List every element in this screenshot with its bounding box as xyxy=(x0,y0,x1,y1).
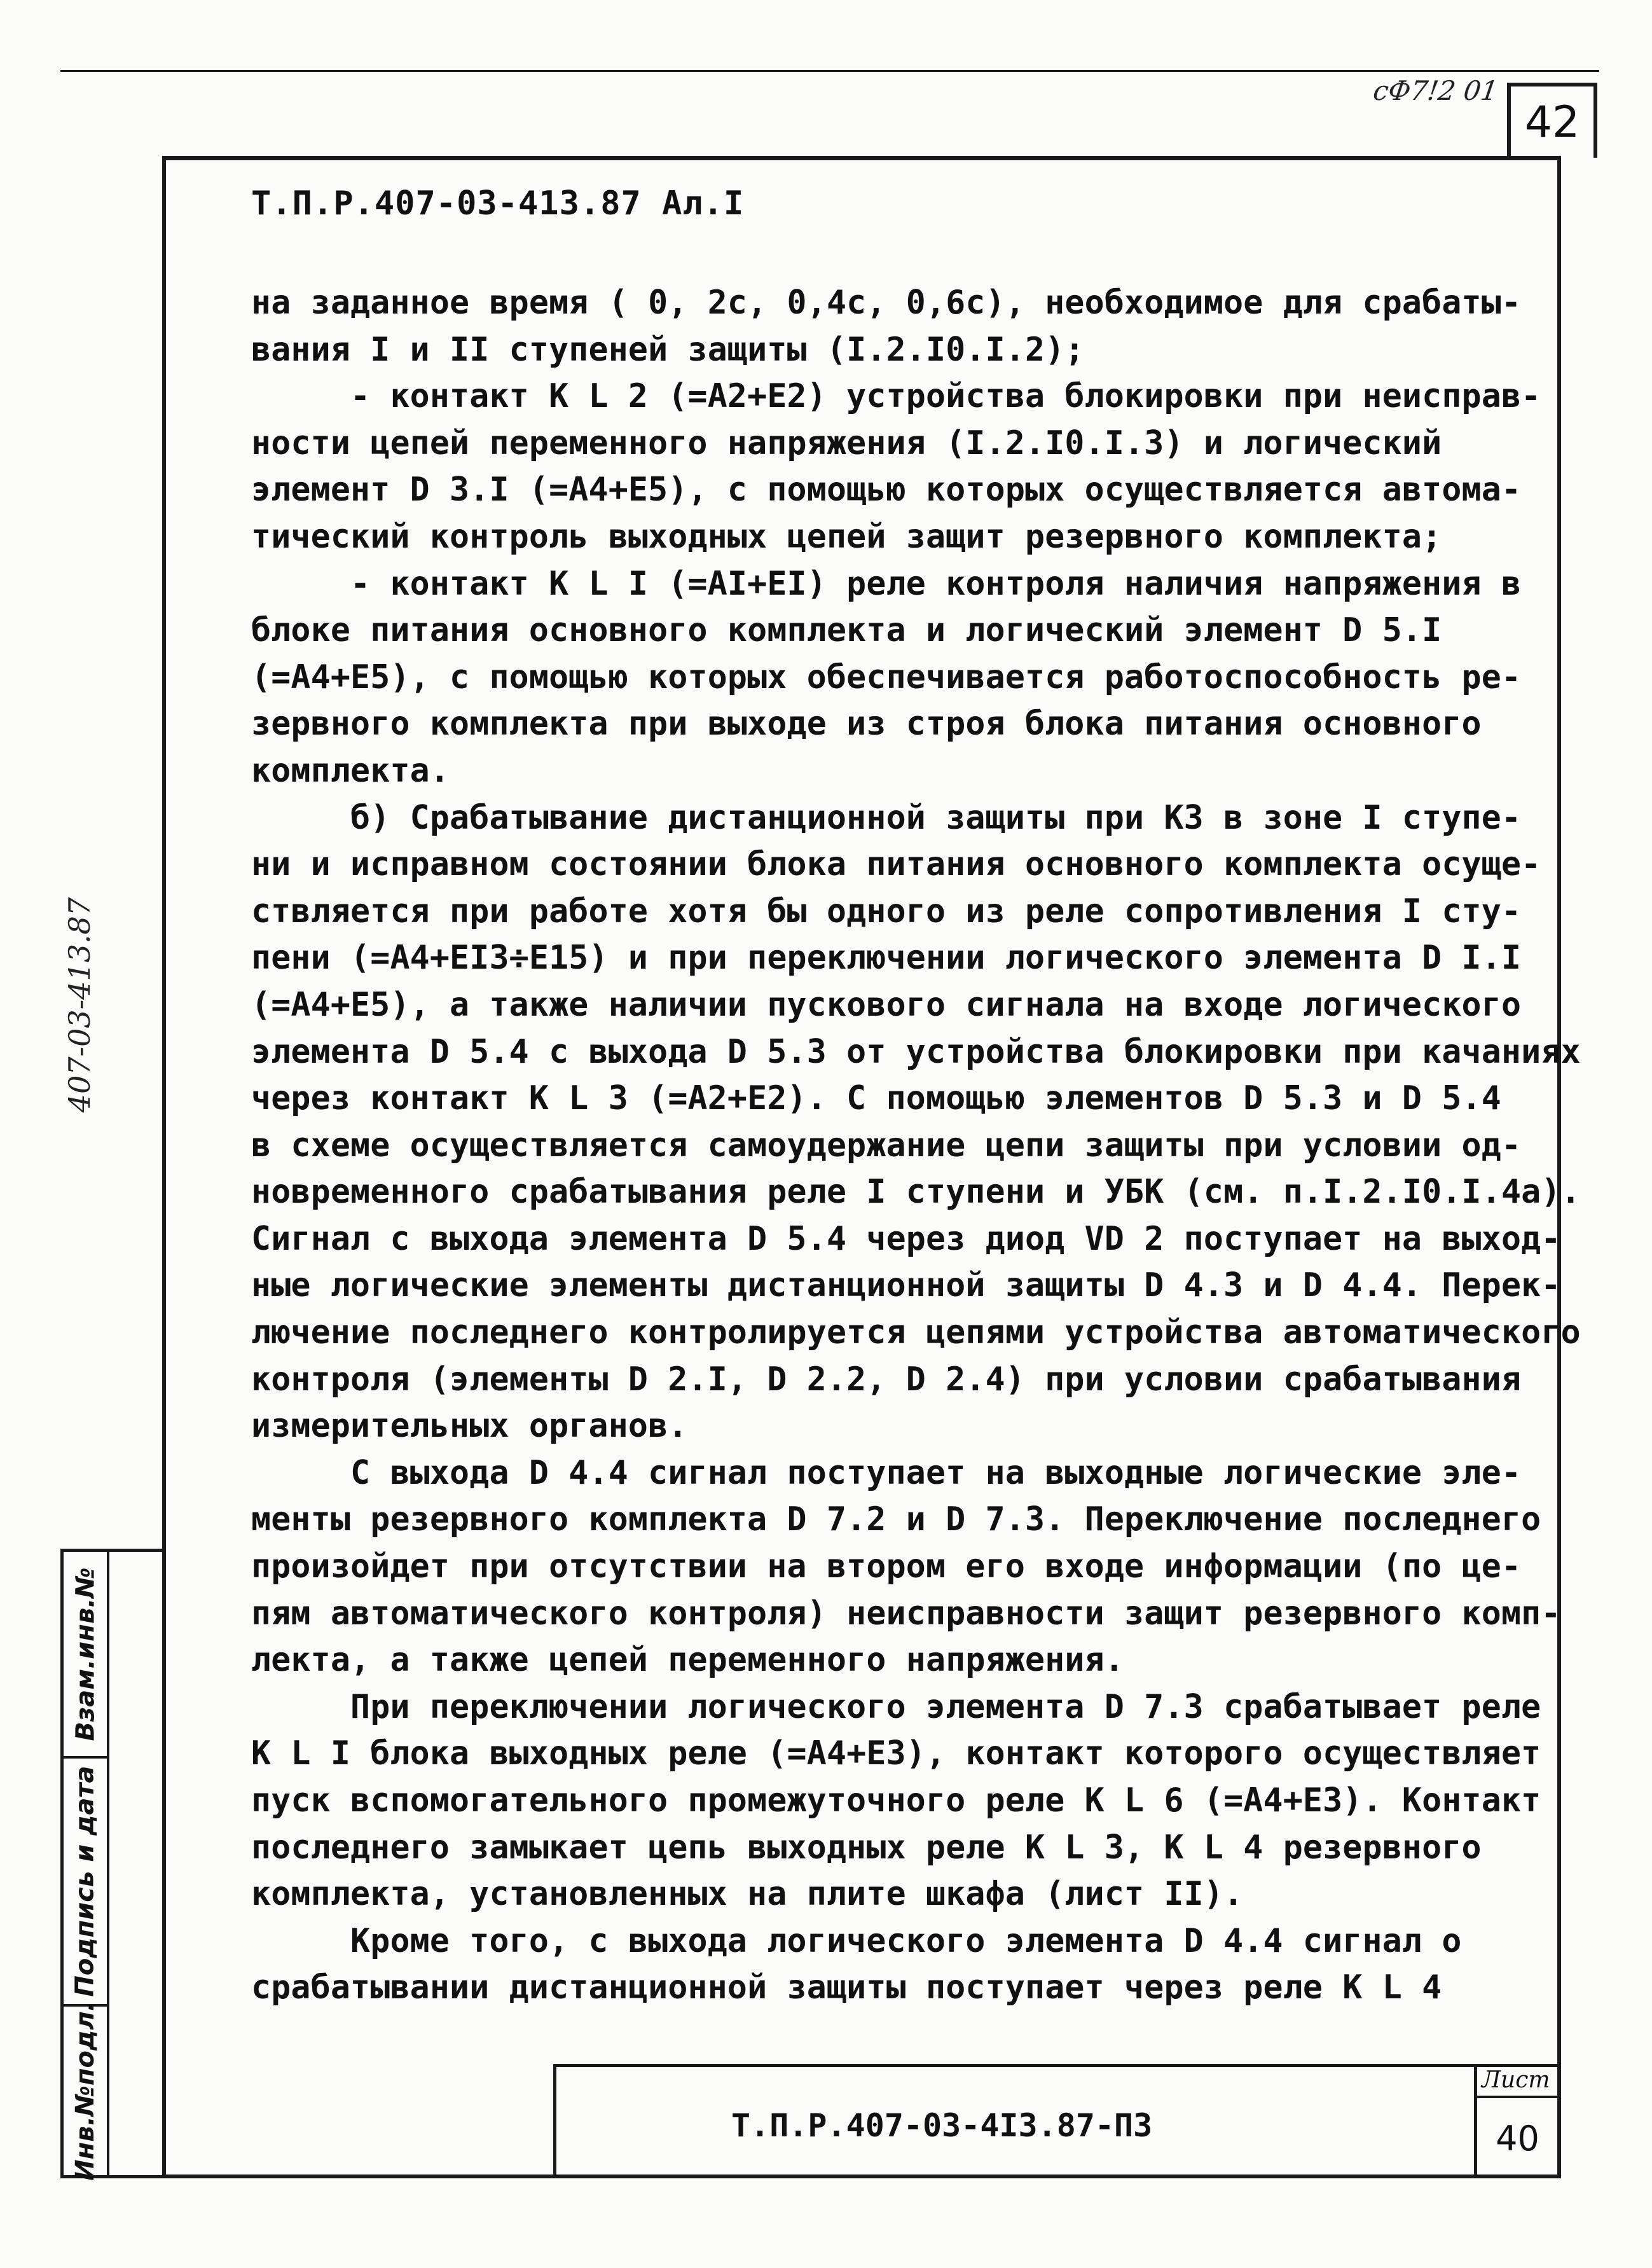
side-label-signature: Подпись и дата xyxy=(71,1766,100,1997)
title-block-sheet-label: Лист xyxy=(1482,2067,1550,2093)
text-line: комплекта, установленных на плите шкафа (лист II). xyxy=(251,1875,1244,1914)
text-line: элемента D 5.4 с выхода D 5.3 от устройства блокировки при качаниях xyxy=(251,1032,1581,1071)
archive-code: сФ7!2 01 xyxy=(1371,75,1500,106)
side-cell-signature xyxy=(64,1759,107,2007)
text-line: менты резервного комплекта D 7.2 и D 7.3. Переключение последнего xyxy=(251,1500,1541,1539)
body-text xyxy=(251,280,1581,2012)
text-line: тический контроль выходных цепей защит резервного комплекта; xyxy=(251,517,1442,556)
text-line: (=А4+Е5), с помощью которых обеспечивается работоспособность ре- xyxy=(251,658,1522,696)
side-label-inventory: Инв.№подл. xyxy=(71,2001,100,2181)
text-line: Кроме того, с выхода логического элемента D 4.4 сигнал о xyxy=(251,1921,1462,1960)
text-line: новременного срабатывания реле I ступени и УБК (см. п.I.2.I0.I.4а). xyxy=(251,1173,1581,1212)
text-line: - контакт К L 2 (=А2+Е2) устройства блокировки при неисправ- xyxy=(251,377,1541,416)
text-line: С выхода D 4.4 сигнал поступает на выходные логические эле- xyxy=(251,1453,1522,1492)
text-line: блоке питания основного комплекта и логический элемент D 5.I xyxy=(251,611,1442,650)
side-label-replacement: Взам.инв.№ xyxy=(71,1567,100,1741)
text-line: ни и исправном состоянии блока питания основного комплекта осуще- xyxy=(251,845,1541,884)
text-line: ствляется при работе хотя бы одного из реле сопротивления I сту- xyxy=(251,892,1522,930)
text-line: При переключении логического элемента D 7.3 срабатывает реле xyxy=(251,1687,1541,1726)
text-line: пени (=А4+ЕI3÷Е15) и при переключении логического элемента D I.I xyxy=(251,939,1522,978)
corner-sheet-number: 42 xyxy=(1507,83,1597,158)
text-line: лючение последнего контролируется цепями устройства автоматического xyxy=(251,1313,1581,1352)
vertical-doc-code xyxy=(60,859,99,1151)
text-line: срабатывании дистанционной защиты поступает через реле К L 4 xyxy=(251,1968,1442,2007)
text-line: элемент D 3.I (=А4+Е5), с помощью которых осуществляется автома- xyxy=(251,471,1522,509)
text-line: ные логические элементы дистанционной защиты D 4.3 и D 4.4. Перек- xyxy=(251,1266,1561,1305)
text-line: последнего замыкает цепь выходных реле К L 3, К L 4 резервного xyxy=(251,1828,1482,1867)
text-line: пуск вспомогательного промежуточного реле К L 6 (=А4+Е3). Контакт xyxy=(251,1781,1541,1820)
text-line: на заданное время ( 0, 2с, 0,4с, 0,6с), необходимое для срабаты- xyxy=(251,284,1522,322)
top-rule xyxy=(60,70,1599,72)
text-line: (=А4+Е5), а также наличии пускового сигнала на входе логического xyxy=(251,985,1522,1024)
text-line: в схеме осуществляется самоудержание цепи защиты при условии од- xyxy=(251,1126,1522,1165)
text-line: Сигнал с выхода элемента D 5.4 через диод VD 2 поступает на выход- xyxy=(251,1219,1561,1258)
text-line: произойдет при отсутствии на втором его входе информации (по це- xyxy=(251,1547,1522,1586)
text-line: вания I и II ступеней защиты (I.2.I0.I.2); xyxy=(251,330,1085,369)
text-line: зервного комплекта при выходе из строя блока питания основного xyxy=(251,705,1482,743)
text-line: через контакт К L 3 (=А2+Е2). С помощью элементов D 5.3 и D 5.4 xyxy=(251,1079,1501,1118)
side-cell-replacement xyxy=(64,1552,107,1759)
side-cell-inventory xyxy=(64,2001,107,2181)
vertical-doc-code-text: 407-03-413.87 xyxy=(62,897,97,1113)
title-block-doc-code: Т.П.Р.407-03-4I3.87-П3 xyxy=(731,2107,1153,2144)
title-block-sheet-number: 40 xyxy=(1474,2096,1561,2178)
text-line: - контакт К L I (=АI+ЕI) реле контроля наличия напряжения в xyxy=(251,564,1522,603)
text-line: ности цепей переменного напряжения (I.2.I0.I.3) и логический xyxy=(251,424,1442,462)
text-line: К L I блока выходных реле (=А4+Е3), контакт которого осуществляет xyxy=(251,1734,1541,1773)
text-line: б) Срабатывание дистанционной защиты при КЗ в зоне I ступе- xyxy=(251,798,1522,837)
text-line: пям автоматического контроля) неисправности защит резервного комп- xyxy=(251,1594,1561,1633)
side-stamp-strip xyxy=(60,1549,162,2181)
text-line: контроля (элементы D 2.I, D 2.2, D 2.4) при условии срабатывания xyxy=(251,1360,1522,1399)
text-line: измерительных органов. xyxy=(251,1407,688,1446)
text-line: лекта, а также цепей переменного напряжения. xyxy=(251,1641,1125,1680)
text-line: комплекта. xyxy=(251,751,450,790)
document-header: Т.П.Р.407-03-413.87 Ал.I xyxy=(251,184,745,223)
